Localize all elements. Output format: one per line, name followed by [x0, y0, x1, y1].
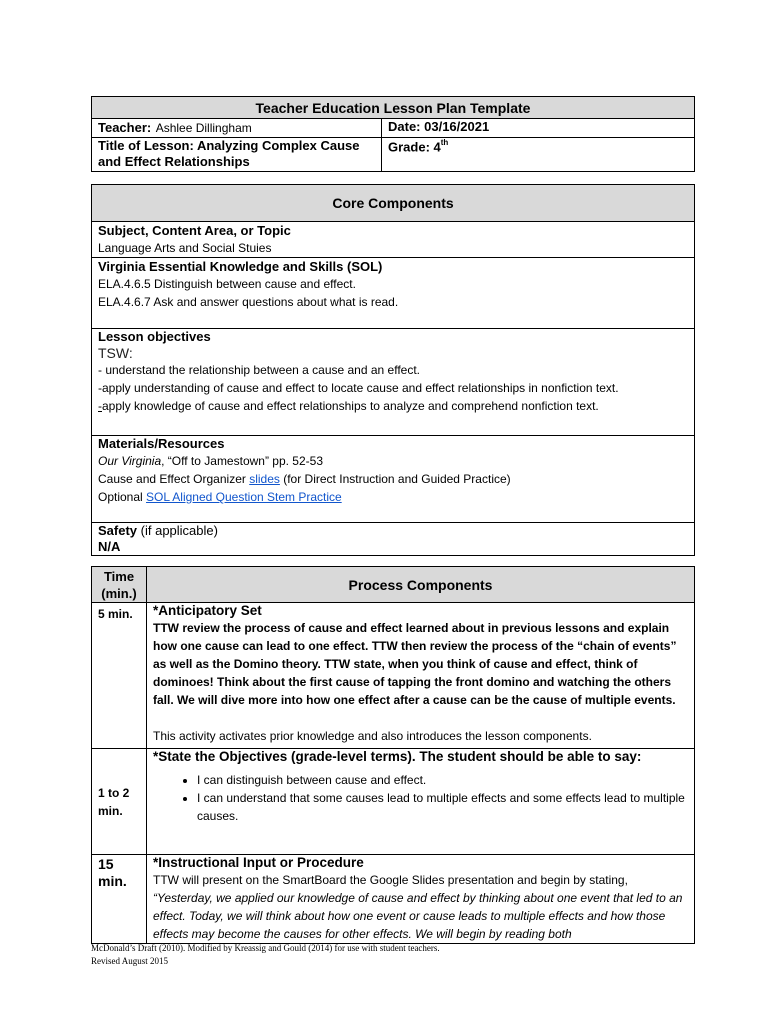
- grade-sup: th: [440, 138, 449, 147]
- core-table: [91, 184, 695, 556]
- objectives-cell: [92, 329, 695, 436]
- objective-item: [98, 397, 688, 415]
- objectives-statement-cell: [147, 749, 695, 855]
- material-item: [98, 488, 688, 506]
- document-title: Teacher Education Lesson Plan Template: [92, 97, 695, 119]
- material-book-rest: , “Off to Jamestown” pp. 52-53: [161, 454, 323, 468]
- safety-label: Safety: [98, 523, 138, 538]
- lesson-title: Title of Lesson: Analyzing Complex Cause and Effect Relationships: [92, 138, 382, 172]
- safety-line: [98, 523, 688, 539]
- objectives-list: [153, 771, 688, 825]
- anticipatory-body: TTW review the process of cause and effect learned about in previous lessons and explain how one cause can lead to one effect. TTW then review the process of the “chain of events” as well as the Domino theory. TTW state, when you think of cause and effect, think of dominoes! Think about the first cause of tapping the front domino and watching the others fall. We will dive more into how one effect after a cause can be the cause of multiple events.: [153, 621, 677, 707]
- objectives-tsw: TSW:: [98, 345, 133, 361]
- objectives-statement-title: *State the Objectives (grade-level terms). The student should be able to say:: [153, 749, 642, 764]
- instructional-body: TTW will present on the SmartBoard the Google Slides presentation and begin by stating,: [153, 873, 628, 887]
- slides-link[interactable]: slides: [249, 472, 280, 486]
- objective-item: -apply understanding of cause and effect to locate cause and effect relationships in nonfiction text.: [98, 381, 619, 395]
- sol-practice-link[interactable]: SOL Aligned Question Stem Practice: [146, 490, 342, 504]
- anticipatory-note: This activity activates prior knowledge and also introduces the lesson components.: [153, 729, 592, 743]
- time-value: 5 min.: [92, 603, 147, 749]
- sol-cell: [92, 258, 695, 329]
- list-item: • I can distinguish between cause and effect.: [197, 771, 688, 789]
- objectives-label: Lesson objectives: [98, 329, 211, 344]
- teacher-value: Ashlee Dillingham: [155, 121, 252, 135]
- sol-item: ELA.4.6.5 Distinguish between cause and effect.: [98, 277, 356, 291]
- time-value: 1 to 2 min.: [92, 749, 147, 855]
- grade-label: Grade: 4: [388, 139, 441, 155]
- footer-credit: McDonald’s Draft (2010). Modified by Kreassig and Gould (2014) for use with student teachers.: [91, 943, 440, 953]
- material-slides-post: (for Direct Instruction and Guided Practice): [279, 472, 511, 486]
- teacher-cell: [92, 119, 382, 138]
- instructional-title: *Instructional Input or Procedure: [153, 855, 364, 870]
- date-cell: Date: 03/16/2021: [382, 119, 695, 138]
- subject-cell: [92, 222, 695, 258]
- material-slides-pre: Cause and Effect Organizer: [98, 472, 250, 486]
- time-heading: Time (min.): [92, 567, 147, 603]
- instructional-quote: “Yesterday, we applied our knowledge of cause and effect by thinking about one event that led to an effect. Today, we will think about how one event or cause leads to multiple effects and how those effects may become the causes for other effects. We will begin by reading both: [153, 891, 683, 941]
- objective-item: - understand the relationship between a cause and an effect.: [98, 363, 421, 377]
- safety-value: N/A: [98, 539, 121, 554]
- material-optional-pre: Optional: [98, 490, 147, 504]
- sol-label: Virginia Essential Knowledge and Skills (SOL): [98, 259, 383, 274]
- material-item: [98, 470, 688, 488]
- material-item: [98, 452, 688, 470]
- subject-value: Language Arts and Social Stuies: [98, 241, 272, 255]
- process-table: [91, 566, 695, 944]
- anticipatory-title: *Anticipatory Set: [153, 603, 262, 618]
- core-heading: Core Components: [92, 185, 695, 222]
- anticipatory-cell: [147, 603, 695, 749]
- process-heading: Process Components: [147, 567, 695, 603]
- materials-cell: [92, 436, 695, 523]
- subject-label: Subject, Content Area, or Topic: [98, 223, 291, 238]
- objective-text: apply knowledge of cause and effect relationships to analyze and comprehend nonfiction text.: [102, 399, 599, 413]
- materials-label: Materials/Resources: [98, 436, 225, 451]
- instructional-cell: [147, 855, 695, 944]
- header-table: [91, 96, 695, 172]
- objective-dash: -: [98, 399, 102, 413]
- list-item: • I can understand that some causes lead to multiple effects and some effects lead to multiple causes.: [197, 789, 688, 825]
- safety-note: (if applicable): [137, 523, 218, 538]
- footer-revised: Revised August 2015: [91, 956, 169, 966]
- safety-cell: [92, 523, 695, 556]
- material-book-title: Our Virginia: [98, 454, 162, 468]
- time-value: 15 min.: [92, 855, 147, 944]
- sol-item: ELA.4.6.7 Ask and answer questions about what is read.: [98, 295, 399, 309]
- teacher-label: Teacher:: [98, 120, 152, 135]
- grade-cell: [382, 138, 695, 172]
